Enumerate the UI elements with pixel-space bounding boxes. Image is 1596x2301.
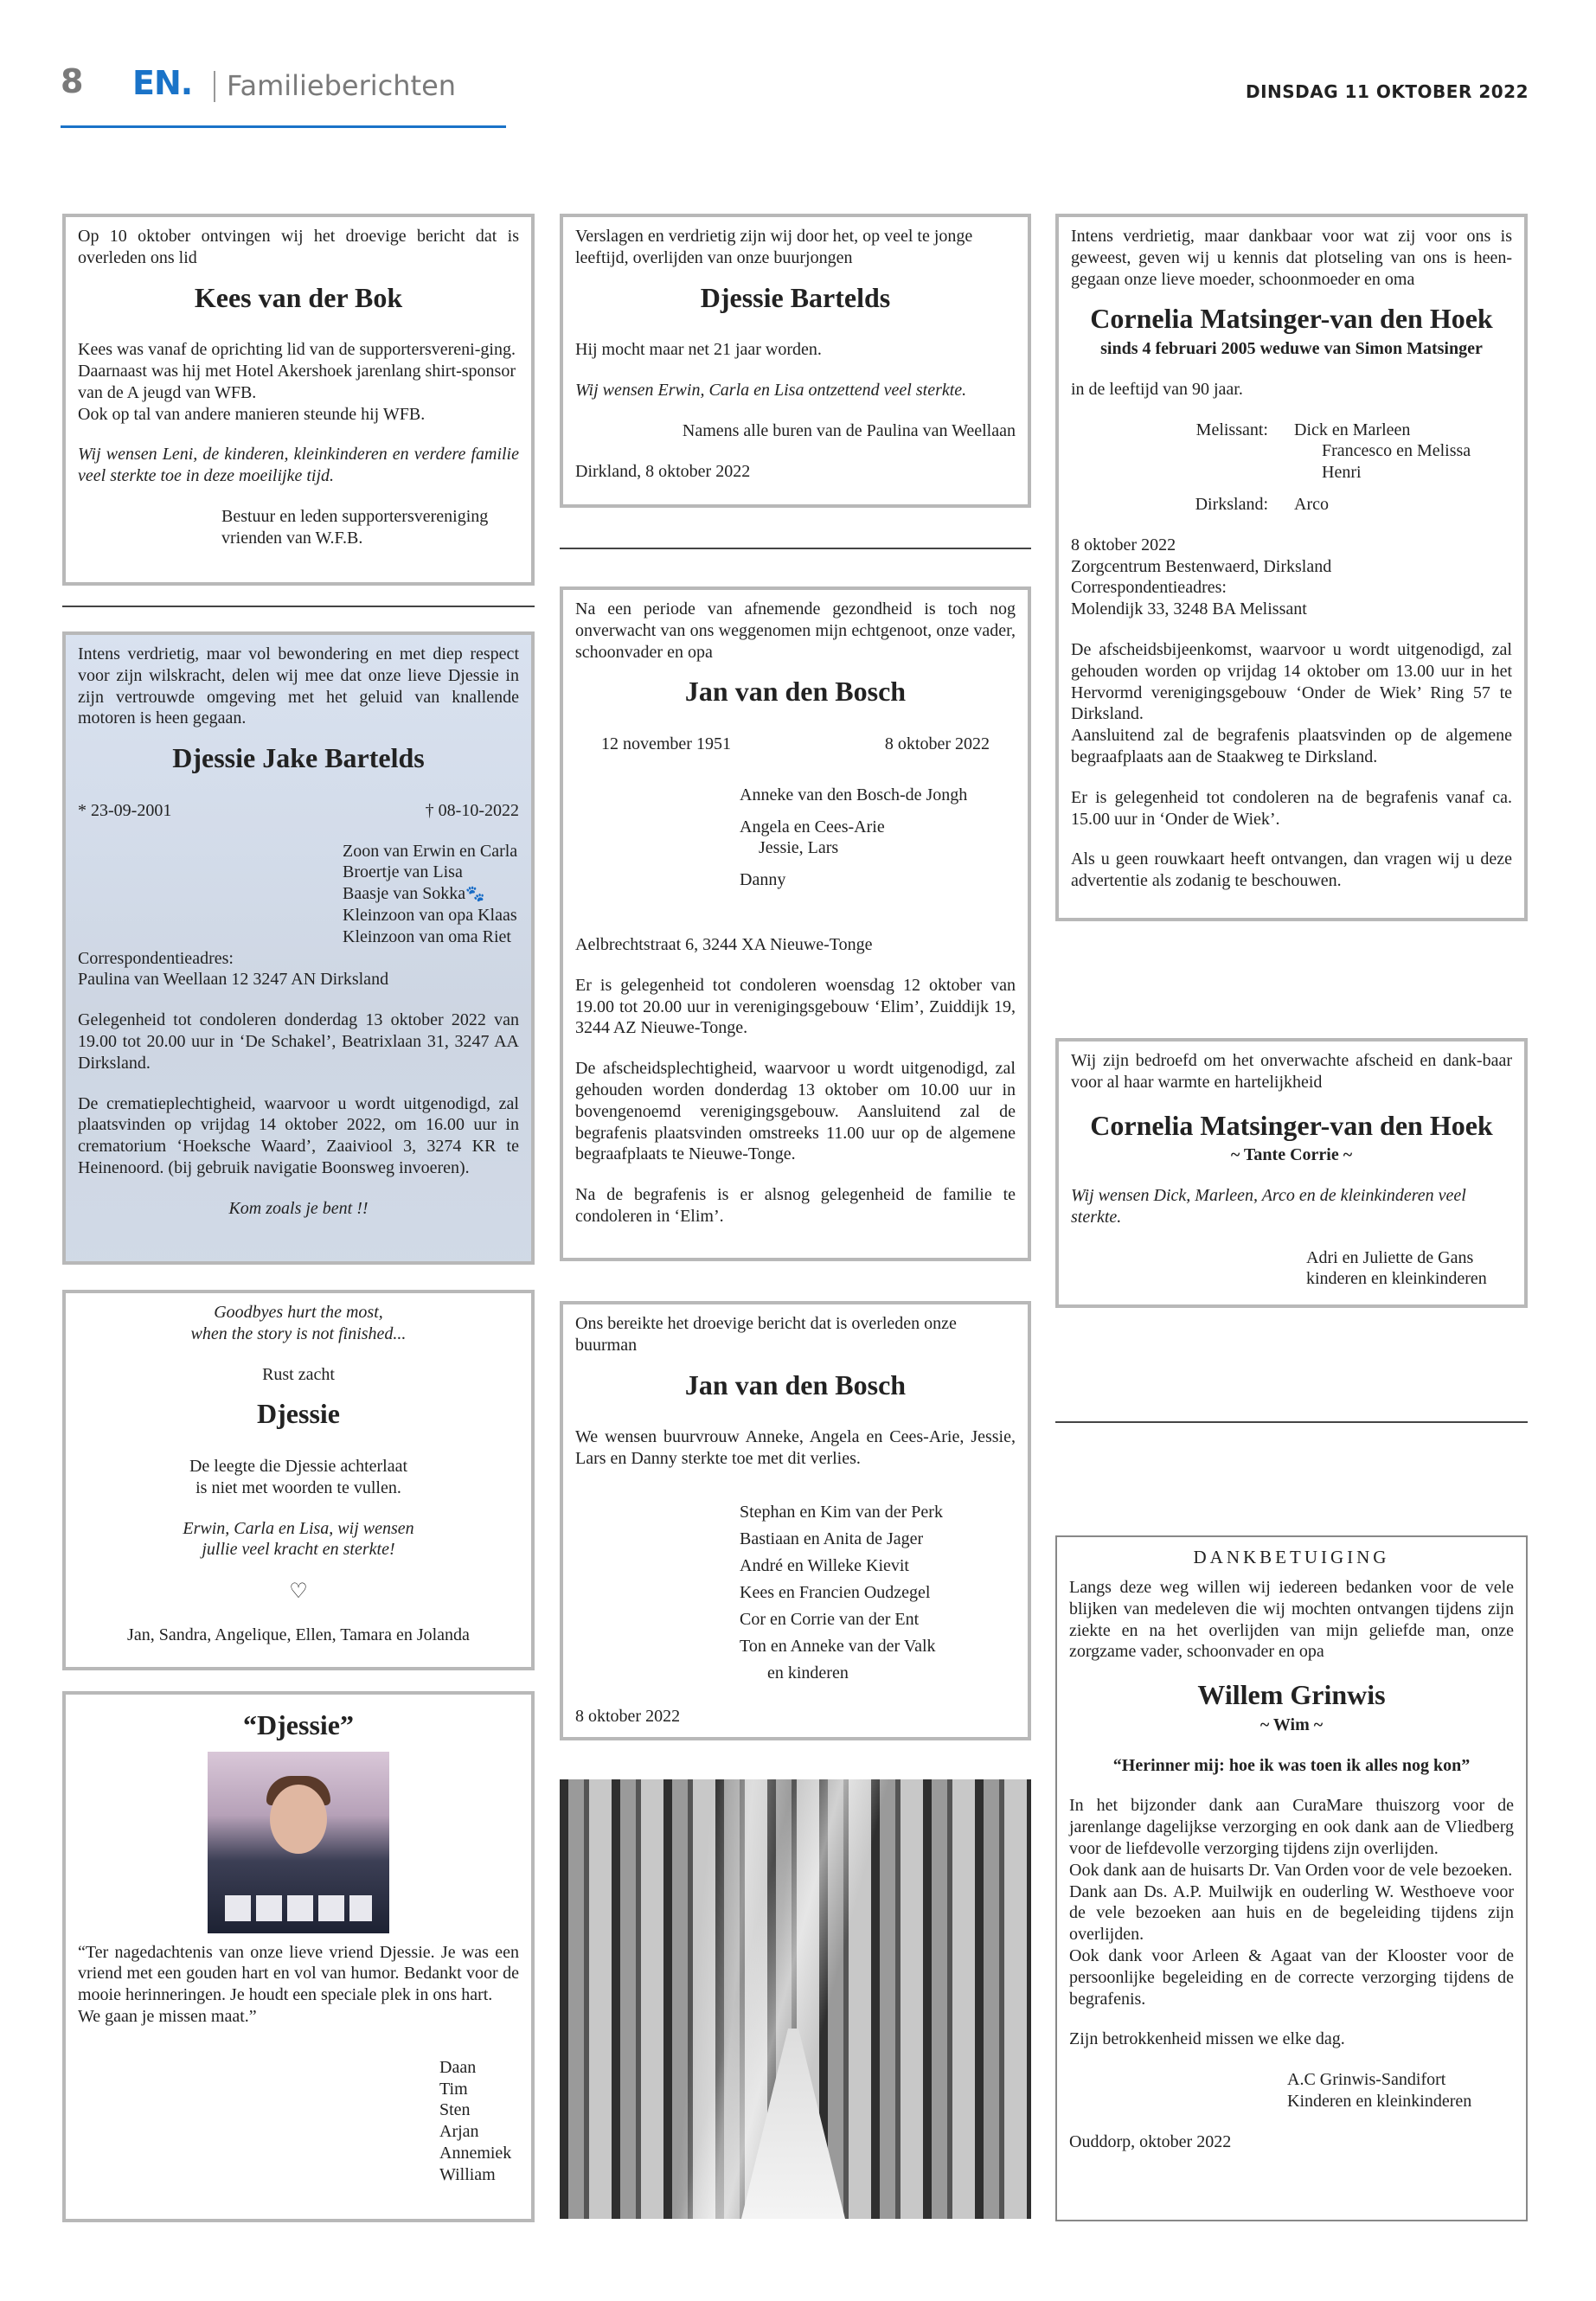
ad-text: “Ter nagedachtenis van onze lieve vriend Djessie. Je was een vriend met een gouden hart en vol van humor. Bedankt voor de mooie herinneringen. Je houdt een speciale plek in ons hart. xyxy=(78,1942,519,2005)
header-separator xyxy=(214,71,215,102)
ad-text: Ook op tal van andere manieren steunde hij WFB. xyxy=(78,404,426,424)
ad-text: We gaan je missen maat.” xyxy=(78,2007,257,2027)
thanks-text: In het bijzonder dank aan CuraMare thuiszorg voor de jarenlange dagelijkse verzorging en ook dank aan de Vliedberg voor de liefdevolle verzorging tijdens zijn overlijden. xyxy=(1069,1796,1514,1859)
nickname: ~ Wim ~ xyxy=(1259,1715,1324,1734)
header-underline xyxy=(61,125,506,128)
ad-date: 8 oktober 2022 xyxy=(1071,535,1176,554)
correspondence-address: Paulina van Weellaan 12 3247 AN Dirksland xyxy=(78,970,389,990)
family-place: Dirksland: xyxy=(1195,495,1268,515)
birth-date: * 23-09-2001 xyxy=(78,800,172,820)
ad-cornelia-tante-corrie xyxy=(1055,1038,1528,1308)
ad-text: Daarnaast was hij met Hotel Akershoek jarenlang shirt-sponsor van de A jeugd van WFB. xyxy=(78,362,516,402)
ad-intro: Wij zijn bedroefd om het onverwachte afscheid en dank-baar voor al haar warmte en hartelijkheid xyxy=(1071,1051,1512,1092)
correspondence-label: Correspondentieadres: xyxy=(1071,578,1227,598)
ceremony-info: De afscheidsbijeenkomst, waarvoor u wordt uitgenodigd, zal gehouden worden op vrijdag 14 oktober om 13.00 uur in het Hervormd verenigingsgebouw ‘Onder de Wiek’ Ring 57 te Dirksland. xyxy=(1071,640,1512,724)
signer: William xyxy=(439,2164,496,2184)
signer: Arjan xyxy=(439,2122,479,2142)
family-place: Melissant: xyxy=(1195,420,1268,439)
thanks-text: Ook dank aan de huisarts Dr. Van Orden voor de vele bezoeken. xyxy=(1069,1860,1513,1880)
rest-in-peace: Rust zacht xyxy=(262,1364,335,1384)
ad-wish: Wij wensen Dick, Marleen, Arco en de kleinkinderen veel sterkte. xyxy=(1071,1186,1466,1227)
quote-line: when the story is not finished... xyxy=(190,1324,407,1343)
family-member: Danny xyxy=(740,870,786,890)
ad-kees-van-der-bok xyxy=(62,214,535,586)
family-member: Angela en Cees-Arie xyxy=(740,817,885,836)
ad-wish: jullie veel kracht en sterkte! xyxy=(202,1540,395,1560)
ad-djessie-rust-zacht xyxy=(62,1290,535,1670)
issue-date: DINSDAG 11 OKTOBER 2022 xyxy=(1245,81,1529,102)
age-info: in de leeftijd van 90 jaar. xyxy=(1071,379,1243,399)
paw-icon: 🐾 xyxy=(465,885,485,903)
closing-line: Kom zoals je bent !! xyxy=(228,1198,369,1218)
ad-djessie-jake-bartelds xyxy=(62,631,535,1265)
signer: Kees en Francien Oudzegel xyxy=(740,1582,931,1602)
ad-intro: Verslagen en verdrietig zijn wij door het, op veel te jonge leeftijd, overlijden van onze buurjongen xyxy=(575,227,973,267)
widow-info: sinds 4 februari 2005 weduwe van Simon Matsinger xyxy=(1100,339,1483,359)
mourning-card-info: Als u geen rouwkaart heeft ontvangen, dan vragen wij u deze advertentie als zodanig te beschouwen. xyxy=(1071,849,1512,891)
ad-dankbetuiging xyxy=(1055,1535,1528,2221)
burial-info: Aansluitend zal de begrafenis plaatsvinden op de algemene begraafplaats aan de Staakweg te Dirksland. xyxy=(1071,726,1512,767)
signer: Annemiek xyxy=(439,2144,512,2163)
condolence-info: Gelegenheid tot condoleren donderdag 13 oktober 2022 van 19.00 tot 20.00 uur in ‘De Schakel’, Beatrixlaan 31, 3247 AA Dirksland. xyxy=(78,1010,519,1073)
signer: Daan xyxy=(439,2057,477,2077)
family-member: Henri xyxy=(1322,463,1362,483)
newspaper-logo: EN. xyxy=(132,64,193,102)
ceremony-info: De crematieplechtigheid, waarvoor u wordt uitgenodigd, zal plaatsvinden op vrijdag 14 oktober 2022, om 16.00 uur in crematorium ‘Hoeksche Waard’, Zaaiviool 3, 3274 KR te Heinenoord. (bij gebruik navigatie Boonsweg invoeren). xyxy=(78,1093,519,1178)
ad-text: Kees was vanaf de oprichting lid van de supportersvereni-ging. xyxy=(78,340,516,360)
ad-signature: Bestuur en leden supportersvereniging xyxy=(221,507,489,527)
deceased-name: Djessie Jake Bartelds xyxy=(172,742,425,774)
ad-intro: Intens verdrietig, maar dankbaar voor wat zij voor ons is geweest, geven wij u kennis dat plotseling van ons is heen-gegaan onze lieve moeder, schoonmoeder en oma xyxy=(1071,227,1512,289)
deceased-name: Willem Grinwis xyxy=(1197,1679,1386,1711)
ad-date: 8 oktober 2022 xyxy=(575,1706,681,1726)
ad-signature: Namens alle buren van de Paulina van Weellaan xyxy=(682,420,1016,440)
condolence-info: Er is gelegenheid tot condoleren na de begrafenis vanaf ca. 15.00 uur in ‘Onder de Wiek’. xyxy=(1071,787,1512,829)
ad-cornelia-matsinger-family xyxy=(1055,214,1528,921)
deceased-name: Kees van der Bok xyxy=(194,281,403,313)
family-member: Anneke van den Bosch-de Jongh xyxy=(740,785,968,804)
ad-wish: Wij wensen Leni, de kinderen, kleinkinderen en verdere familie veel sterkte toe in deze moeilijke tijd. xyxy=(78,445,519,486)
ad-text: Hij mocht maar net 21 jaar worden. xyxy=(575,340,822,360)
missed-line: Zijn betrokkenheid missen we elke dag. xyxy=(1069,2029,1345,2049)
ceremony-info: De afscheidsplechtigheid, waarvoor u wordt uitgenodigd, zal gehouden worden donderdag 13 oktober om 10.00 uur in bovengenoemd verenigingsgebouw. Aansluitend zal de begrafenis plaatsvinden omstreeks 11.00 uur op de algemene begraafplaats te Nieuwe-Tonge. xyxy=(575,1059,1016,1164)
family-member: Arco xyxy=(1294,495,1329,515)
ad-intro: Ons bereikte het droevige bericht dat is overleden onze buurman xyxy=(575,1314,957,1355)
signer: Ton en Anneke van der Valk xyxy=(740,1636,936,1656)
quote: “Herinner mij: hoe ik was toen ik alles nog kon” xyxy=(1112,1755,1471,1775)
signer: Bastiaan en Anita de Jager xyxy=(740,1529,924,1548)
thanks-text: Ook dank voor Arleen & Agaat van der Klooster voor de persoonlijke begeleiding en de correcte verzorging tijdens de begrafenis. xyxy=(1069,1946,1514,2009)
signer: Stephan en Kim van der Perk xyxy=(740,1502,943,1522)
family-member: Francesco en Melissa xyxy=(1322,441,1471,461)
deceased-name: Cornelia Matsinger-van den Hoek xyxy=(1090,303,1493,335)
column-divider xyxy=(1055,1421,1528,1423)
deceased-name: Djessie xyxy=(257,1398,340,1430)
after-burial-info: Na de begrafenis is er alsnog gelegenheid de familie te condoleren in ‘Elim’. xyxy=(575,1185,1016,1227)
death-date: 8 oktober 2022 xyxy=(884,734,990,754)
ad-intro: Langs deze weg willen wij iedereen bedanken voor de vele blijken van medeleven die wij mochten ontvangen tijdens zijn ziekte en na het overlijden van mijn geliefde man, onze zorgzame vader, schoonvader en opa xyxy=(1069,1578,1514,1662)
signer: Tim xyxy=(439,2079,468,2099)
home-address: Aelbrechtstraat 6, 3244 XA Nieuwe-Tonge xyxy=(575,935,873,955)
ad-djessie-bartelds-neighbours xyxy=(560,214,1031,508)
forest-path-image xyxy=(560,1779,1031,2219)
family-member: Dick en Marleen xyxy=(1294,420,1411,439)
ad-wish: Erwin, Carla en Lisa, wij wensen xyxy=(183,1518,414,1538)
ad-place-date: Ouddorp, oktober 2022 xyxy=(1069,2131,1232,2151)
thanks-text: Dank aan Ds. A.P. Muilwijk en ouderling W. Westhoeve voor de vele bezoeken aan huis en de begeleiding tijdens zijn overlijden. xyxy=(1069,1881,1514,1945)
ad-wish: Wij wensen Erwin, Carla en Lisa ontzettend veel sterkte. xyxy=(575,381,967,401)
ad-wish: We wensen buurvrouw Anneke, Angela en Cees-Arie, Jessie, Lars en Danny sterkte toe met dit verlies. xyxy=(575,1427,1016,1469)
signer: Sten xyxy=(439,2100,471,2120)
deceased-name: Cornelia Matsinger-van den Hoek xyxy=(1090,1109,1493,1141)
ad-signature: vrienden van W.F.B. xyxy=(221,528,363,548)
ad-text: De leegte die Djessie achterlaat xyxy=(189,1457,408,1477)
correspondence-label: Correspondentieadres: xyxy=(78,948,234,968)
death-date: † 08-10-2022 xyxy=(425,800,519,820)
ad-title: “Djessie” xyxy=(243,1709,354,1740)
heart-icon: ♡ xyxy=(289,1580,308,1604)
ad-signature: Jan, Sandra, Angelique, Ellen, Tamara en Jolanda xyxy=(127,1625,470,1644)
relation: Kleinzoon van opa Klaas xyxy=(343,906,517,926)
relation: Kleinzoon van oma Riet xyxy=(343,926,511,946)
ad-signature: Adri en Juliette de Gans xyxy=(1306,1247,1474,1267)
ad-place-date: Dirkland, 8 oktober 2022 xyxy=(575,461,751,481)
ad-intro: Op 10 oktober ontvingen wij het droevige bericht dat is overleden ons lid xyxy=(78,227,519,267)
deceased-name: Jan van den Bosch xyxy=(684,1368,907,1400)
condolence-info: Er is gelegenheid tot condoleren woensdag 12 oktober van 19.00 tot 20.00 uur in verenigingsgebouw ‘Elim’, Zuiddijk 19, 3244 AZ Nieuwe-Tonge. xyxy=(575,975,1016,1038)
death-location: Zorgcentrum Bestenwaerd, Dirksland xyxy=(1071,556,1332,576)
quote-line: Goodbyes hurt the most, xyxy=(214,1303,383,1322)
ad-intro: Intens verdrietig, maar vol bewondering en met diep respect voor zijn wilskracht, delen wij mee dat onze lieve Djessie in zijn vertrouwde omgeving met het geluid van knallende motoren is heen gegaan. xyxy=(78,644,519,728)
relation: Baasje van Sokka xyxy=(343,884,466,904)
ad-signature: Kinderen en kleinkinderen xyxy=(1287,2092,1472,2112)
relation: Broertje van Lisa xyxy=(343,862,463,882)
section-title: Familieberichten xyxy=(227,69,457,102)
ad-jan-van-den-bosch-family xyxy=(560,586,1031,1261)
ad-signature: A.C Grinwis-Sandifort xyxy=(1287,2070,1446,2090)
column-divider xyxy=(560,548,1031,549)
page-number: 8 xyxy=(61,62,84,100)
signer: André en Willeke Kievit xyxy=(740,1555,909,1575)
signer: en kinderen xyxy=(767,1663,849,1682)
portrait-photo xyxy=(208,1752,389,1933)
ad-djessie-friends xyxy=(62,1691,535,2222)
ad-jan-van-den-bosch-neighbours xyxy=(560,1301,1031,1740)
ad-intro: Na een periode van afnemende gezondheid is toch nog onverwacht van ons weggenomen mijn echtgenoot, onze vader, schoonvader en opa xyxy=(575,599,1016,662)
family-member: Jessie, Lars xyxy=(759,838,839,858)
deceased-name: Jan van den Bosch xyxy=(684,676,907,708)
deceased-name: Djessie Bartelds xyxy=(700,281,891,313)
ad-signature: kinderen en kleinkinderen xyxy=(1306,1269,1487,1289)
correspondence-address: Molendijk 33, 3248 BA Melissant xyxy=(1071,599,1307,619)
ad-title: DANKBETUIGING xyxy=(1193,1547,1390,1567)
ad-text: is niet met woorden te vullen. xyxy=(195,1477,401,1497)
birth-date: 12 november 1951 xyxy=(601,734,731,754)
nickname: ~ Tante Corrie ~ xyxy=(1230,1145,1353,1165)
column-divider xyxy=(62,606,535,607)
relation: Zoon van Erwin en Carla xyxy=(343,841,518,861)
signer: Cor en Corrie van der Ent xyxy=(740,1609,920,1629)
